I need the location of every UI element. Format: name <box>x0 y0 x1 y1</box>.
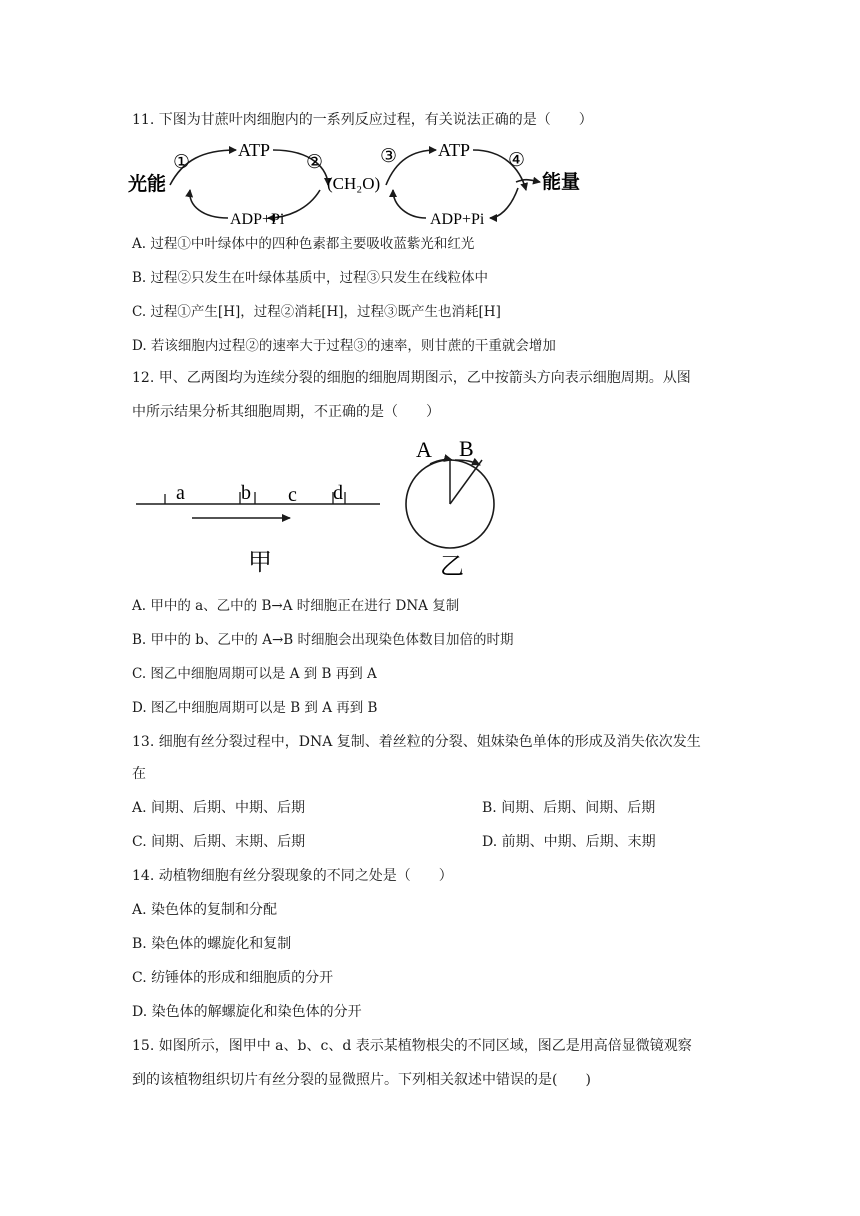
q12-option-c: C. 图乙中细胞周期可以是 A 到 B 再到 A <box>132 666 377 682</box>
q12-option-d: D. 图乙中细胞周期可以是 B 到 A 再到 B <box>132 700 378 716</box>
label-jia: 甲 <box>248 550 272 576</box>
q13-option-a: A. 间期、后期、中期、后期 <box>132 800 306 816</box>
q15-stem-line2: 到的该植物组织切片有丝分裂的显微照片。下列相关叙述中错误的是( ) <box>132 1072 591 1088</box>
q12-stem-line2: 中所示结果分析其细胞周期，不正确的是（ ） <box>132 404 440 420</box>
q14-option-d: D. 染色体的解螺旋化和染色体的分开 <box>132 1004 362 1020</box>
step-2-label: ② <box>306 152 324 173</box>
label-a: a <box>176 482 185 504</box>
q11-option-b: B. 过程②只发生在叶绿体基质中，过程③只发生在线粒体中 <box>132 270 489 286</box>
label-A: A <box>416 437 432 462</box>
label-B: B <box>459 436 474 461</box>
q14-stem: 14. 动植物细胞有丝分裂现象的不同之处是（ ） <box>132 868 453 884</box>
q12-option-b: B. 甲中的 b、乙中的 A→B 时细胞会出现染色体数目加倍的时期 <box>132 632 514 648</box>
q15-stem-line1: 15. 如图所示，图甲中 a、b、c、d 表示某植物根尖的不同区域，图乙是用高倍显微镜观察 <box>132 1038 692 1054</box>
q14-option-b: B. 染色体的螺旋化和复制 <box>132 936 292 952</box>
energy-label: 能量 <box>542 172 581 193</box>
label-d: d <box>333 482 343 504</box>
step-1-label: ① <box>173 152 191 173</box>
step-4-label: ④ <box>508 150 526 171</box>
q13-stem-line1: 13. 细胞有丝分裂过程中，DNA 复制、着丝粒的分裂、姐妹染色单体的形成及消失依次发生 <box>132 734 701 750</box>
atp-label-1: ATP <box>238 140 271 160</box>
q11-stem: 11. 下图为甘蔗叶肉细胞内的一系列反应过程，有关说法正确的是（ ） <box>132 112 593 128</box>
q12-diagram <box>130 434 510 580</box>
atp-label-2: ATP <box>438 140 471 160</box>
light-energy-label: 光能 <box>128 174 167 195</box>
q13-option-c: C. 间期、后期、末期、后期 <box>132 834 306 850</box>
q12-option-a: A. 甲中的 a、乙中的 B→A 时细胞正在进行 DNA 复制 <box>132 598 460 614</box>
label-b: b <box>241 482 251 504</box>
label-yi: 乙 <box>440 554 464 580</box>
q13-stem-line2: 在 <box>132 766 146 782</box>
q12-stem-line1: 12. 甲、乙两图均为连续分裂的细胞的细胞周期图示，乙中按箭头方向表示细胞周期。从图 <box>132 370 691 386</box>
q13-option-d: D. 前期、中期、后期、末期 <box>482 834 656 850</box>
q11-diagram <box>128 138 598 234</box>
q11-option-a: A. 过程①中叶绿体中的四种色素都主要吸收蓝紫光和红光 <box>132 236 475 252</box>
q14-option-a: A. 染色体的复制和分配 <box>132 902 278 918</box>
adp-label-1: ADP+Pi <box>230 211 285 228</box>
q13-option-b: B. 间期、后期、间期、后期 <box>482 800 656 816</box>
q14-option-c: C. 纺锤体的形成和细胞质的分开 <box>132 970 334 986</box>
adp-label-2: ADP+Pi <box>430 211 485 228</box>
ch2o-label: (CH₂O) <box>327 174 381 193</box>
q11-option-d: D. 若该细胞内过程②的速率大于过程③的速率，则甘蔗的干重就会增加 <box>132 338 556 354</box>
q11-option-c: C. 过程①产生[H]，过程②消耗[H]，过程③既产生也消耗[H] <box>132 304 501 320</box>
label-c: c <box>288 484 297 506</box>
step-3-label: ③ <box>380 146 398 167</box>
